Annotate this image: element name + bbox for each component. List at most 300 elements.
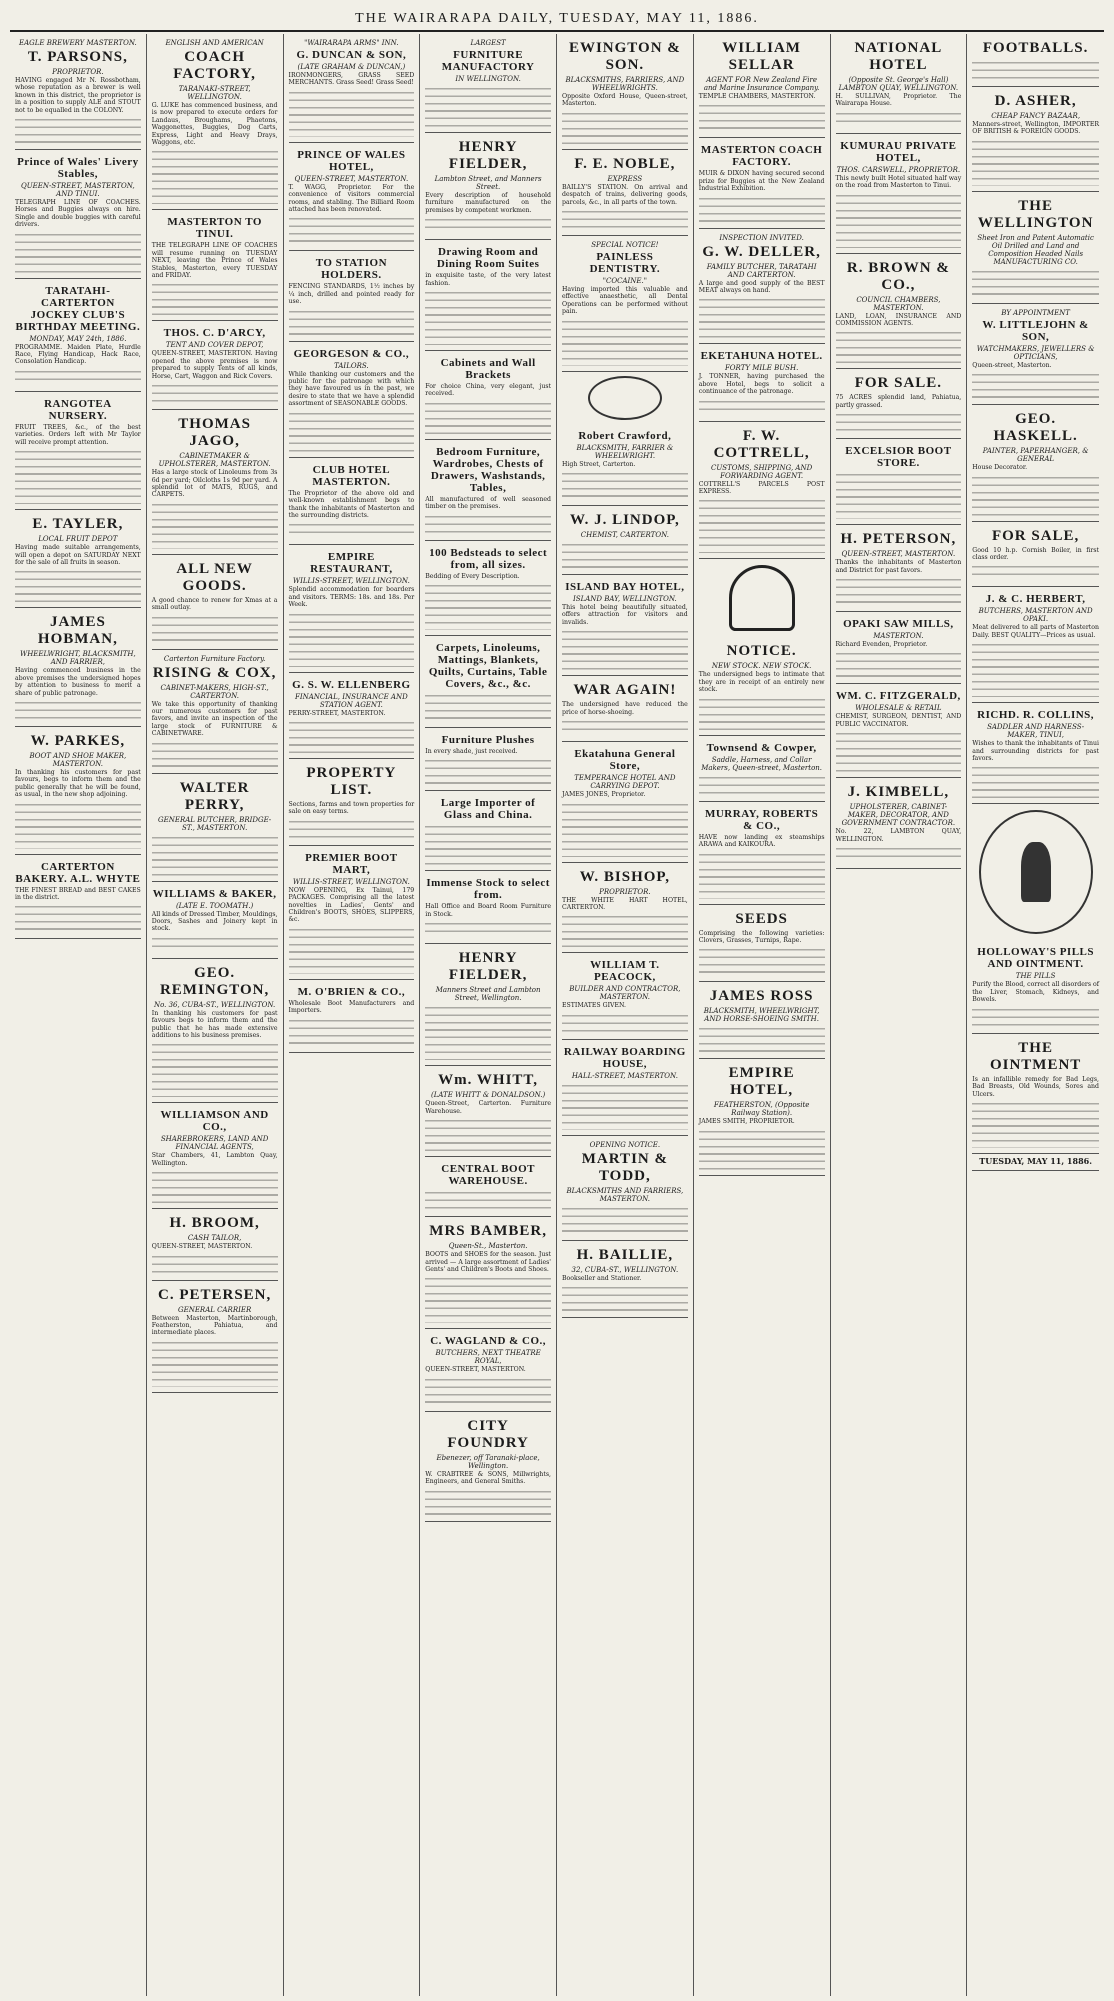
body-text-lines — [972, 138, 1099, 186]
ad-subtitle: BLACKSMITH, WHEELWRIGHT, AND HORSE-SHOEING SMITH. — [703, 1007, 820, 1024]
ad-title: NOTICE. — [726, 643, 797, 660]
ad-title: Robert Crawford, — [578, 429, 672, 442]
body-text-lines — [15, 699, 141, 721]
ad-heading: Carterton Furniture Factory. — [163, 654, 266, 663]
ad-title: C. WAGLAND & CO., — [430, 1335, 547, 1348]
ad-title: EKETAHUNA HOTEL. — [700, 350, 823, 363]
ad-subtitle: WHOLESALE & RETAIL — [855, 704, 942, 713]
body-text-lines — [562, 1012, 688, 1034]
advertisement — [836, 254, 962, 370]
advertisement — [836, 612, 962, 684]
advertisement — [699, 34, 825, 138]
ad-body: 75 ACRES splendid land, Pahiatua, partly grassed. — [835, 394, 962, 409]
advertisement — [699, 802, 825, 905]
ad-body: All kinds of Dressed Timber, Mouldings, Doors, Sashes and Joinery kept in stock. — [151, 910, 278, 933]
newspaper-columns — [10, 34, 1104, 1996]
ad-title: WALTER PERRY, — [179, 779, 250, 813]
body-text-lines — [152, 1169, 278, 1203]
advertisement — [699, 422, 825, 560]
body-text-lines — [425, 289, 551, 345]
body-text-lines — [699, 1025, 825, 1053]
advertisement — [836, 439, 962, 525]
ad-heading: ENGLISH AND AMERICAN — [165, 39, 264, 47]
body-text-lines — [425, 85, 551, 127]
ad-subtitle: ISLAND BAY, WELLINGTON. — [573, 595, 677, 604]
ad-title: RANGOTEA NURSERY. — [44, 397, 112, 422]
body-text-lines — [562, 470, 688, 500]
advertisement — [289, 34, 415, 143]
ad-body: Thanks the inhabitants of Masterton and District for past favors. — [835, 559, 962, 574]
ad-title: ALL NEW GOODS. — [176, 560, 253, 594]
advertisement — [425, 728, 551, 791]
body-text-lines — [425, 1004, 551, 1060]
ad-subtitle: THOS. CARSWELL, PROPRIETOR. — [836, 165, 961, 174]
ad-body: QUEEN-STREET, MASTERTON. — [151, 1243, 253, 1251]
ad-body: G. LUKE has commenced business, and is now prepared to execute orders for Landaus, Broughams, Phaetons, Waggonettes, Buggies, Dog Carts, Express, Light and Heavy Drays, Waggons, etc. — [151, 102, 278, 147]
ad-title: Wm. WHITT, — [438, 1072, 539, 1089]
body-text-lines — [972, 474, 1099, 516]
advertisement — [836, 369, 962, 439]
ad-body: Good 10 h.p. Cornish Boiler, in first class order. — [972, 546, 1099, 562]
column-4 — [420, 34, 557, 1996]
ad-body: BOOTS and SHOES for the season. Just arrived — A large assortment of Ladies' Gents' and Children's Boots and Shoes. — [425, 1251, 551, 1273]
advertisement — [972, 34, 1099, 87]
ad-subtitle: WILLIS-STREET, WELLINGTON. — [292, 577, 410, 586]
advertisement — [425, 791, 551, 871]
advertisement — [562, 506, 688, 575]
ad-body: A good chance to renew for Xmas at a small outlay. — [151, 596, 278, 612]
body-text-lines — [562, 1082, 688, 1130]
advertisement — [699, 344, 825, 421]
body-text-lines — [425, 1275, 551, 1323]
body-text-lines — [972, 1006, 1099, 1028]
ad-title: W. PARKES, — [30, 732, 126, 749]
body-text-lines — [836, 576, 962, 606]
body-text-lines — [836, 192, 962, 248]
ad-body: J. TONNER, having purchased the above Hotel, begs to solicit a continuance of the patronage. — [698, 373, 825, 396]
body-text-lines — [562, 1284, 688, 1312]
ad-body: No. 22, LAMBTON QUAY, WELLINGTON. — [835, 828, 962, 843]
ad-title: WILLIAMSON AND CO., — [160, 1109, 269, 1134]
ad-title: PROPERTY LIST. — [306, 764, 397, 798]
body-text-lines — [699, 398, 825, 416]
ad-body: All manufactured of well seasoned timber on the premises. — [425, 495, 551, 511]
body-text-lines — [699, 851, 825, 899]
ad-body: BAILLY'S STATION. On arrival and despatch of trains, delivering goods, parcels, &c., in all parts of the town. — [562, 183, 688, 206]
advertisement — [152, 321, 278, 410]
ad-subtitle: (LATE E. TOOMATH.) — [175, 901, 254, 910]
body-text-lines — [425, 1488, 551, 1516]
ad-body: A large and good supply of the BEST MEAT always on hand. — [698, 279, 825, 295]
body-text-lines — [425, 692, 551, 722]
ad-body: Is an infallible remedy for Bad Legs, Bad Breasts, Old Wounds, Sores and Ulcers. — [972, 1075, 1099, 1098]
ad-title: Carpets, Linoleums, Mattings, Blankets, Quilts, Curtains, Table Covers, &c., &c. — [428, 642, 548, 691]
ad-body: Bookseller and Stationer. — [562, 1274, 642, 1282]
ad-body: Richard Evenden, Proprietor. — [835, 641, 928, 649]
ad-title: Bedroom Furniture, Wardrobes, Chests of Drawers, Washstands, Tables, — [430, 445, 546, 494]
ad-title: D. ASHER, — [994, 93, 1077, 109]
body-text-lines — [289, 89, 415, 137]
ad-subtitle: "COCAINE." — [602, 277, 647, 286]
ad-body: In thanking his customers for past favours, begs to inform them and the public generally that he will be found, as usual, in the new shop adjoining. — [15, 768, 141, 799]
ad-body: Having commenced business in the above premises the undersigned hopes by attention to business to merit a share of public patronage. — [15, 667, 141, 697]
advertisement — [836, 134, 962, 254]
ad-title: NATIONAL HOTEL — [854, 40, 943, 73]
ad-title: CLUB HOTEL MASTERTON. — [312, 463, 391, 488]
body-text-lines — [972, 563, 1099, 581]
ad-body: PERRY-STREET, MASTERTON. — [288, 709, 386, 717]
ad-body: ESTIMATES GIVEN. — [562, 1002, 626, 1010]
ad-body: THE TELEGRAPH LINE OF COACHES will resume running on TUESDAY NEXT, leaving the Prince of Wales Stables, Masterton, every TUESDAY and FRIDAY. — [151, 242, 278, 280]
advertisement — [152, 774, 278, 882]
body-text-lines — [15, 801, 141, 849]
ad-title: EMPIRE RESTAURANT, — [310, 551, 393, 576]
advertisement — [15, 608, 141, 727]
advertisement — [972, 703, 1099, 804]
ad-subtitle: (Opposite St. George's Hall) LAMBTON QUAY, WELLINGTON. — [838, 76, 959, 92]
ad-subtitle: Lambton Street, and Manners Street. — [434, 175, 542, 191]
body-text-lines — [289, 611, 415, 667]
ad-subtitle: TEMPERANCE HOTEL AND CARRYING DEPOT. — [574, 774, 676, 791]
ad-subtitle: GENERAL BUTCHER, BRIDGE-ST., MASTERTON. — [158, 815, 272, 832]
advertisement — [562, 676, 688, 742]
body-text-lines — [152, 1041, 278, 1097]
body-text-lines — [152, 834, 278, 876]
ad-title: M. O'BRIEN & CO., — [297, 985, 406, 998]
ad-title: F. E. NOBLE, — [574, 155, 676, 172]
ad-subtitle: Queen-St., Masterton. — [448, 1242, 528, 1251]
ad-body: FRUIT TREES, &c., of the best varieties. Orders left with Mr Taylor will receive prompt attention. — [15, 423, 141, 446]
ad-subtitle: BUTCHERS, NEXT THEATRE ROYAL, — [435, 1349, 541, 1366]
body-text-lines — [972, 764, 1099, 798]
column-2 — [147, 34, 284, 1996]
ad-title: THOS. C. D'ARCY, — [163, 327, 266, 340]
advertisement — [425, 944, 551, 1066]
ad-heading: INSPECTION INVITED. — [719, 233, 804, 242]
body-text-lines — [425, 1189, 551, 1211]
advertisement — [15, 279, 141, 392]
advertisement — [15, 34, 141, 150]
ad-title: H. BROOM, — [169, 1215, 260, 1232]
ad-title: GEORGESON & CO., — [293, 347, 410, 360]
ad-subtitle: QUEEN-STREET, MASTERTON. — [294, 174, 409, 183]
ad-subtitle: TAILORS. — [334, 361, 369, 370]
masthead: THE WAIRARAPA DAILY, TUESDAY, MAY 11, 1886. — [10, 8, 1104, 32]
ad-body: Between Masterton, Martinborough, Featherston, Pahiatua, and intermediate places. — [151, 1314, 278, 1337]
ad-title: FOOTBALLS. — [982, 40, 1089, 56]
ad-title: Drawing Room and Dining Room Suites — [436, 246, 540, 271]
ad-body: T. WAGG, Proprietor. For the convenience of visitors commercial rooms, and stabling. The Billiard Room attached has been renovated. — [288, 183, 415, 214]
advertisement — [972, 192, 1099, 304]
ad-title: HENRY FIELDER, — [448, 139, 528, 172]
body-text-lines — [152, 501, 278, 549]
advertisement — [425, 636, 551, 728]
ad-body: NOW OPENING, Ex Tainui, 179 PACKAGES. Comprising all the latest novelties in Ladies', Gents' and Children's BOOTS, SHOES, SLIPPERS, &c. — [288, 886, 415, 924]
body-text-lines — [152, 614, 278, 644]
body-text-lines — [152, 1253, 278, 1275]
ad-title: COACH FACTORY, — [173, 49, 256, 82]
ad-title: GEO. HASKELL. — [993, 411, 1078, 445]
ad-title: T. PARSONS, — [27, 49, 128, 65]
crest-illustration — [588, 376, 662, 420]
ad-subtitle: CASH TAILOR, — [187, 1234, 242, 1243]
ad-subtitle: BOOT AND SHOE MAKER, MASTERTON. — [29, 751, 127, 768]
ad-subtitle: HALL-STREET, MASTERTON. — [571, 1071, 678, 1080]
body-text-lines — [289, 926, 415, 974]
ad-subtitle: SHAREBROKERS, LAND AND FINANCIAL AGENTS, — [160, 1135, 269, 1152]
ad-subtitle: PROPRIETOR. — [52, 68, 104, 76]
advertisement — [289, 980, 415, 1053]
ad-heading: EAGLE BREWERY MASTERTON. — [19, 39, 137, 47]
ad-title: G. DUNCAN & SON, — [296, 49, 407, 61]
ad-title: CITY FOUNDRY — [447, 1417, 529, 1451]
ad-body: IRONMONGERS, GRASS SEED MERCHANTS. Grass Seed! Grass Seed! — [288, 72, 415, 87]
advertisement — [289, 759, 415, 846]
advertisement — [562, 953, 688, 1039]
ad-title: WM. C. FITZGERALD, — [835, 690, 961, 703]
ad-title: 100 Bedsteads to select from, all sizes. — [429, 546, 548, 571]
ad-body: CHEMIST, SURGEON, DENTIST, AND PUBLIC VACCINATOR. — [835, 713, 962, 728]
body-text-lines — [152, 148, 278, 204]
advertisement — [699, 905, 825, 983]
ad-subtitle: CHEAP FANCY BAZAAR, — [991, 112, 1081, 120]
ad-title: Immense Stock to select from. — [426, 877, 550, 902]
ad-title: G. W. DELLER, — [702, 243, 821, 260]
advertisement — [972, 304, 1099, 405]
body-text-lines — [699, 946, 825, 976]
advertisement — [152, 959, 278, 1104]
ad-body: The undersigned have reduced the price of horse-shoeing. — [562, 701, 688, 716]
ad-body: W. CRABTREE & SONS, Millwrights, Engineers, and General Smiths. — [425, 1470, 551, 1486]
advertisement — [562, 1136, 688, 1241]
ad-body: JAMES JONES, Proprietor. — [562, 791, 646, 799]
body-text-lines — [425, 823, 551, 865]
body-text-lines — [562, 541, 688, 569]
ad-body: Wishes to thank the inhabitants of Tinui and surrounding districts for past favors. — [972, 740, 1099, 763]
ad-subtitle: LOCAL FRUIT DEPOT — [38, 535, 118, 544]
ad-title: CARTERTON BAKERY. A.L. WHYTE — [15, 860, 141, 885]
body-text-lines — [562, 208, 688, 230]
ad-subtitle: WATCHMAKERS, JEWELLERS & OPTICIANS, — [976, 344, 1095, 361]
ad-body: The Proprietor of the above old and well-known establishment begs to thank the inhabitants of Masterton and the surrounding districts. — [288, 489, 415, 519]
ad-body: While thanking our customers and the public for the patronage with which they have favoured us in the past, we desire to state that we have a splendid assortment of SEASONABLE GOODS. — [288, 370, 415, 408]
advertisement — [15, 510, 141, 608]
ad-title: Large Importer of Glass and China. — [440, 797, 536, 822]
advertisement — [972, 87, 1099, 192]
ad-title: R. BROWN & CO., — [846, 259, 950, 293]
advertisement — [152, 210, 278, 321]
advertisement — [562, 236, 688, 372]
ad-body: COTTRELL'S PARCELS POST EXPRESS. — [698, 480, 825, 496]
ad-subtitle: QUEEN-STREET, MASTERTON, AND TINUI. — [21, 182, 135, 199]
ad-title: THOMAS JAGO, — [178, 416, 251, 450]
body-text-lines — [15, 448, 141, 504]
advertisement — [289, 342, 415, 458]
body-text-lines — [289, 719, 415, 753]
body-text-lines — [562, 801, 688, 857]
body-text-lines — [836, 730, 962, 772]
body-text-lines — [699, 1128, 825, 1170]
ad-title: PREMIER BOOT MART, — [305, 851, 398, 876]
ad-body: H. SULLIVAN, Proprietor. The Wairarapa House. — [835, 93, 962, 108]
ad-subtitle: FAMILY BUTCHER, TARATAHI AND CARTERTON. — [706, 262, 817, 279]
tea-figure-illustration — [979, 810, 1093, 934]
advertisement — [562, 150, 688, 236]
ad-title: Prince of Wales' Livery Stables, — [17, 156, 139, 181]
advertisement — [562, 863, 688, 954]
advertisement — [972, 1034, 1099, 1154]
ad-subtitle: FINANCIAL, INSURANCE AND STATION AGENT. — [295, 692, 408, 709]
ad-heading: OPENING NOTICE. — [589, 1140, 661, 1149]
ad-title: Furniture Plushes — [441, 734, 535, 747]
advertisement — [699, 229, 825, 345]
body-text-lines — [699, 497, 825, 553]
advertisement — [289, 458, 415, 546]
body-text-lines — [289, 308, 415, 336]
ad-title: W. LITTLEJOHN & SON, — [982, 318, 1089, 343]
advertisement — [562, 742, 688, 862]
ad-body: In every shade, just received. — [425, 748, 518, 756]
ad-subtitle: COUNCIL CHAMBERS, MASTERTON. — [856, 295, 941, 312]
advertisement — [152, 882, 278, 959]
ad-subtitle: MASTERTON. — [873, 632, 924, 641]
advertisement — [152, 1281, 278, 1393]
ad-title: CENTRAL BOOT WAREHOUSE. — [441, 1163, 535, 1188]
body-text-lines — [425, 513, 551, 535]
advertisement — [972, 405, 1099, 521]
ad-title: HOLLOWAY'S PILLS AND OINTMENT. — [977, 946, 1094, 971]
ad-title: TARATAHI-CARTERTON JOCKEY CLUB'S BIRTHDAY MEETING. — [15, 284, 141, 333]
body-text-lines — [289, 410, 415, 452]
ad-body: Sections, farms and town properties for sale on easy terms. — [288, 800, 415, 816]
body-text-lines — [425, 1117, 551, 1151]
ad-subtitle: MONDAY, MAY 24th, 1886. — [29, 334, 127, 343]
body-text-lines — [15, 368, 141, 386]
ad-body: Splendid accommodation for boarders and visitors. TERMS: 18s. and 18s. Per Week. — [288, 586, 415, 609]
body-text-lines — [562, 1205, 688, 1235]
advertisement — [425, 1066, 551, 1157]
body-text-lines — [562, 318, 688, 366]
ad-title: FOR SALE, — [991, 527, 1080, 544]
advertisement — [425, 133, 551, 240]
ad-body: Purify the Blood, correct all disorders of the Liver, Stomach, Kidneys, and Bowels. — [972, 981, 1099, 1004]
ad-body: Meat delivered to all parts of Masterton Daily. BEST QUALITY—Prices as usual. — [972, 624, 1099, 639]
advertisement — [562, 575, 688, 676]
advertisement — [699, 736, 825, 802]
body-text-lines — [425, 400, 551, 434]
advertisement — [425, 1329, 551, 1411]
ad-title: PAINLESS DENTISTRY. — [589, 251, 661, 276]
ad-title: RAILWAY BOARDING HOUSE, — [563, 1045, 686, 1070]
ad-title: FOR SALE. — [854, 375, 943, 392]
ad-title: TO STATION HOLDERS. — [315, 257, 388, 282]
body-text-lines — [562, 913, 688, 947]
advertisement — [699, 637, 825, 735]
ad-title: KUMURAU PRIVATE HOTEL, — [840, 139, 957, 164]
ad-title: JAMES ROSS — [709, 988, 814, 1005]
ad-body: Bedding of Every Description. — [425, 572, 520, 580]
body-text-lines — [699, 774, 825, 796]
advertisement — [972, 940, 1099, 1033]
body-text-lines — [699, 102, 825, 132]
advertisement — [152, 410, 278, 555]
advertisement — [152, 555, 278, 650]
ad-body: LAND, LOAN, INSURANCE AND COMMISSION AGENTS. — [835, 312, 962, 328]
ad-body: This newly built Hotel situated half way on the road from Masterton to Tinui. — [835, 174, 962, 190]
ad-subtitle: IN WELLINGTON. — [455, 75, 521, 83]
ad-title: C. PETERSEN, — [157, 1286, 272, 1303]
advertisement — [425, 1217, 551, 1329]
body-text-lines — [699, 296, 825, 338]
ad-body: High Street, Carterton. — [562, 460, 636, 468]
ad-body: Manners-street, Wellington, IMPORTER OF BRITISH & FOREIGN GOODS. — [972, 121, 1099, 136]
advertisement — [836, 525, 962, 612]
ad-body: Star Chambers, 41, Lambton Quay, Wellington. — [151, 1152, 278, 1167]
ad-title: H. PETERSON, — [840, 531, 957, 548]
ad-body: Has a large stock of Linoleums from 3s 6d per yard; Oilcloths 1s 9d per yard. A splendid lot of MATS, RUGS, and CARPETS. — [151, 469, 278, 499]
advertisement — [836, 684, 962, 778]
body-text-lines — [289, 215, 415, 245]
advertisement — [972, 522, 1099, 588]
ad-subtitle: THE PILLS — [1015, 972, 1056, 981]
body-text-lines — [152, 281, 278, 315]
ad-body: Opposite Oxford House, Queen-street, Masterton. — [562, 93, 688, 108]
ad-title: EMPIRE HOTEL, — [728, 1065, 795, 1099]
ad-subtitle: EXPRESS — [607, 174, 643, 183]
ad-subtitle: PROPRIETOR. — [599, 887, 651, 896]
ad-title: Ekatahuna General Store, — [574, 748, 676, 773]
ad-subtitle: WHEELWRIGHT, BLACKSMITH, AND FARRIER, — [20, 650, 136, 667]
body-text-lines — [836, 411, 962, 433]
ad-title: Townsend & Cowper, — [706, 741, 817, 754]
body-text-lines — [289, 818, 415, 840]
ad-subtitle: BLACKSMITHS, FARRIERS, AND WHEELWRIGHTS. — [565, 76, 685, 92]
ad-body: Having made suitable arrangements, will open a depot on SATURDAY NEXT for the sale of all fruits in season. — [15, 544, 141, 566]
ad-subtitle: AGENT FOR New Zealand Fire and Marine Insurance Company. — [703, 76, 820, 92]
ad-title: J. KIMBELL, — [847, 784, 950, 801]
ad-subtitle: (LATE GRAHAM & DUNCAN,) — [297, 63, 406, 71]
advertisement — [562, 1241, 688, 1318]
column-5 — [557, 34, 694, 1996]
body-text-lines — [699, 195, 825, 223]
ad-subtitle: CUSTOMS, SHIPPING, AND FORWARDING AGENT. — [711, 463, 813, 480]
ad-title: G. S. W. ELLENBERG — [292, 678, 411, 691]
body-text-lines — [972, 641, 1099, 697]
body-text-lines — [972, 371, 1099, 399]
ad-body: PROGRAMME. Maiden Plate, Hurdle Race, Flying Handicap, Hack Race, Consolation Handicap. — [15, 343, 141, 366]
column-7 — [831, 34, 968, 1996]
ad-title: RISING & COX, — [152, 664, 277, 681]
advertisement — [425, 34, 551, 133]
ad-body: Queen-street, Masterton. — [972, 361, 1052, 369]
advertisement — [425, 440, 551, 541]
ad-title: RICHD. R. COLLINS, — [977, 709, 1095, 722]
advertisement — [562, 1040, 688, 1136]
ad-title: SEEDS — [735, 910, 788, 927]
ad-body: TELEGRAPH LINE OF COACHES. Horses and Buggies always on hire. Single and double buggies with careful drivers. — [15, 199, 141, 229]
ad-title: THE WELLINGTON — [977, 197, 1094, 231]
column-6 — [694, 34, 831, 1996]
ad-body: House Decorator. — [972, 464, 1028, 472]
advertisement — [699, 982, 825, 1059]
ad-title: WILLIAM T. PEACOCK, — [590, 959, 660, 984]
body-text-lines — [562, 628, 688, 670]
ad-title: H. BAILLIE, — [576, 1246, 674, 1263]
ad-subtitle: (LATE WHITT & DONALDSON.) — [431, 1091, 546, 1100]
column-1 — [10, 34, 147, 1996]
body-text-lines — [152, 382, 278, 404]
body-text-lines — [836, 329, 962, 363]
